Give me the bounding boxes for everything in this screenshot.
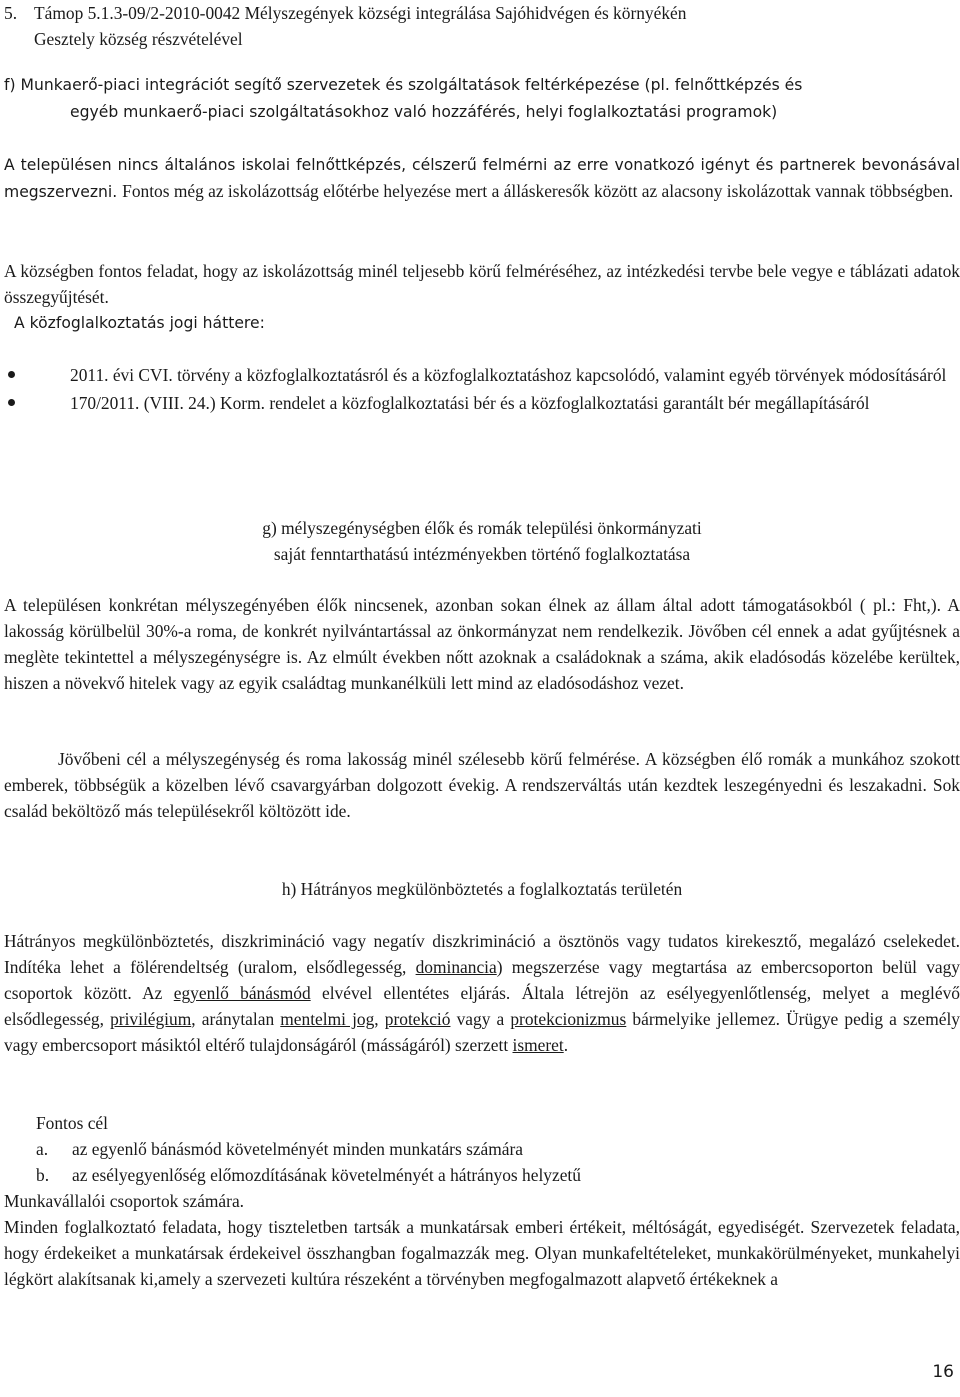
link-egyenlo-banasmod[interactable]: egyenlő bánásmód [173, 983, 311, 1003]
goal-continuation: Munkavállalói csoportok számára. [4, 1191, 245, 1211]
link-dominancia[interactable]: dominancia [415, 957, 497, 977]
link-mentelmi-jog[interactable]: mentelmi jog [280, 1009, 375, 1029]
legal-bullet-list [4, 362, 960, 416]
goal-title: Fontos cél [36, 1113, 108, 1133]
bullet-dot [4, 390, 70, 416]
section-g-para2: Jövőbeni cél a mélyszegénység és roma lakosság minél szélesebb körű felmérése. A községben élő romák a munkához szokott emberek, többségük a közelben lévő csavargyárban dolgozott évekig. A rendszerváltás után kezdtek leszegényedni és leszakadni. Sok család beköltöző más településekről költözött ide. [4, 749, 960, 821]
section-g-para1: A településen konkrétan mélyszegényében élők nincsenek, azonban sokan élnek az állam által adott támogatásokból ( pl.: Fht,). A lakosság körülbelül 30%-a roma, de konkrét nyilvántartással az önkormányzat nem rendelkezik. Jövőben cél ennek a adat gyűjtésnek a meglète tekintettel a mélyszegénységre is. Az elmúlt években nőtt azoknak a családoknak a száma, akik eladósodás közelébe kerültek, hiszen a növekvő hitelek vagy az egyik családtag munkanélküli lett mind az eladósodáshoz vezet. [4, 595, 960, 693]
link-protekcionizmus[interactable]: protekcionizmus [510, 1009, 627, 1029]
section-f-heading-part2: pl. felnőttképzés és [650, 76, 803, 94]
section-f-heading-part1: f) Munkaerő-piaci integrációt segítő szervezetek és szolgáltatások feltérképezése ( [4, 76, 651, 94]
section-f-heading [4, 72, 960, 126]
item-text-line2: Gesztely község részvételével [34, 29, 243, 49]
item-number: 5. [4, 3, 18, 23]
section-h-para2: Minden foglalkoztató feladata, hogy tiszteletben tartsák a munkatársak emberi értékeit, méltóságát, egyediségét. Szervezetek feladata, hogy érdekeiket a munkatársak érdekeivel összhangban fogalmazzák meg. Olyan munkafeltételeket, munkakörülményeket, munkahelyi légkört alakítsanak ki,amely a szervezeti kultúra részeként a törvényben megfogalmazott alapvető értékeknek a [4, 1217, 960, 1289]
section-h-para1: Hátrányos megkülönböztetés, diszkrimináció vagy negatív diszkrimináció a ösztönös vagy tudatos kirekesztő, megalázó cselekedet. Indítéka lehet a fölérendeltség (uralom, elsődlegesség, dominancia) megszerzése vagy megtartása az embercsoporton belül vagy csoportok között. Az egyenlő bánásmód elvével ellentétes eljárás. Általa létrejön az esélyegyenlőtlenség, melyet a meglévő elsődlegesség, privilégium, aránytalan mentelmi jog, protekció vagy a protekcionizmus bármelyike jellemez. Ürügye pedig a személy vagy embercsoport másiktól eltérő tulajdonságáról (másságáról) szerzett ismeret. [4, 931, 960, 1055]
bullet-item: 2011. évi CVI. törvény a közfoglalkoztatásról és a közfoglalkoztatáshoz kapcsolódó, valamint egyéb törvények módosításáról [4, 362, 960, 388]
bullet-dot [4, 362, 70, 388]
link-ismeret[interactable]: ismeret [512, 1035, 564, 1055]
legal-title: A közfoglalkoztatás jogi háttere: [14, 314, 265, 332]
section-g-heading: g) mélyszegénységben élők és romák települési önkormányzati saját fenntarthatású intézményekben történő foglalkoztatása [262, 518, 702, 564]
goal-item: a. az egyenlő bánásmód követelményét minden munkatárs számára [36, 1139, 524, 1159]
item-text-line1: Támop 5.1.3-09/2-2010-0042 Mélyszegények községi integrálása Sajóhidvégen és környékén [34, 3, 687, 23]
bullet-item: 170/2011. (VIII. 24.) Korm. rendelet a közfoglalkoztatási bér és a közfoglalkoztatási garantált bér megállapításáról [4, 390, 960, 416]
section-f-para2: A községben fontos feladat, hogy az iskolázottság minél teljesebb körű felméréséhez, az intézkedési tervbe bele vegye e táblázati adatok összegyűjtését. [4, 261, 960, 307]
section-h-heading: h) Hátrányos megkülönböztetés a foglalkoztatás területén [281, 879, 683, 899]
section-f-heading-line2: egyéb munkaerő-piaci szolgáltatásokhoz való hozzáférés, helyi foglalkoztatási programok) [70, 103, 778, 121]
goal-item: b. az esélyegyenlőség előmozdításának követelményét a hátrányos helyzetű [36, 1165, 581, 1185]
item-5 [4, 0, 960, 52]
page-number: 16 [932, 1362, 954, 1382]
link-privilegium[interactable]: privilégium [110, 1009, 192, 1029]
link-protekcio[interactable]: protekció [384, 1009, 451, 1029]
goal-list [36, 1136, 936, 1188]
section-f-para1: A településen nincs általános iskolai felnőttképzés, célszerű felmérni az erre vonatkozó igényt és partnerek bevonásával megszervezni. Fontos még az iskolázottság előtérbe helyezése mert a álláskeresők között az alacsony iskolázottak vannak többségben. [4, 156, 960, 201]
